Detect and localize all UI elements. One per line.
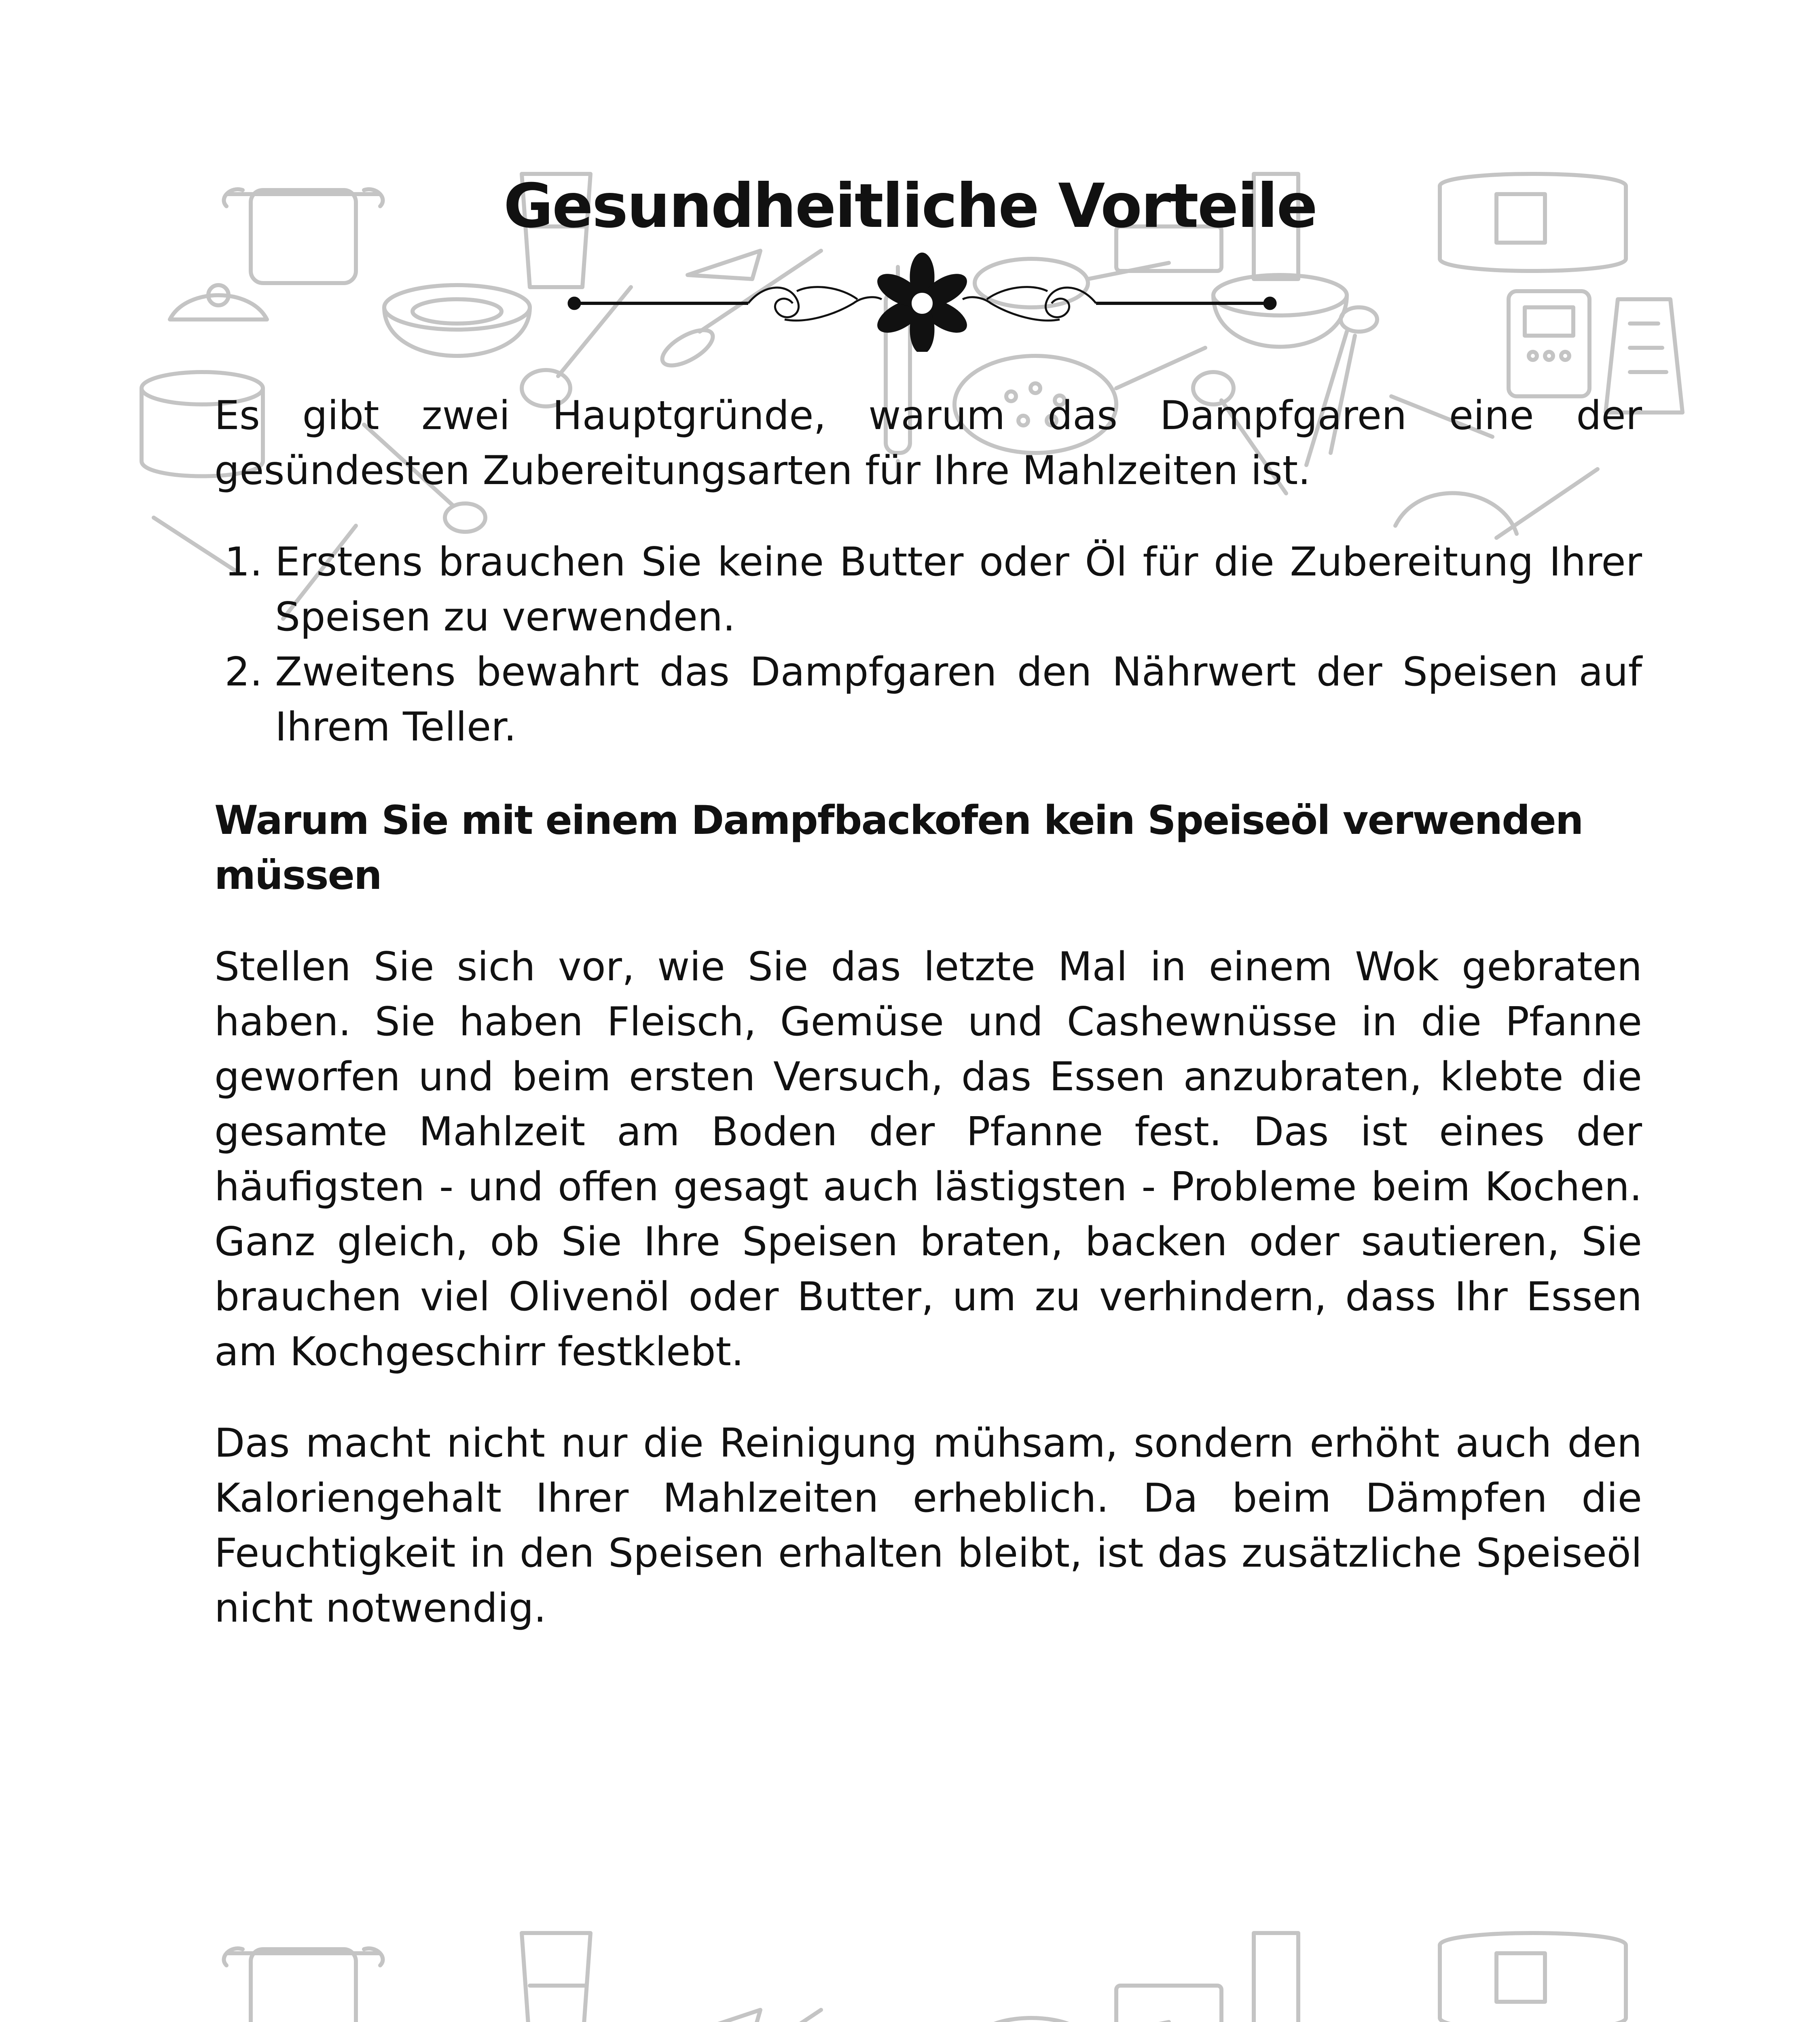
list-item: 1. Erstens brauchen Sie keine Butter oder Öl für die Zubereitung Ihrer Speisen zu verwenden. — [275, 535, 1642, 645]
section-heading: Warum Sie mit einem Dampfbackofen kein Speiseöl verwenden müssen — [214, 797, 1583, 899]
reasons-list — [214, 535, 1642, 755]
list-item: 2. Zweitens bewahrt das Dampfgaren den Nährwert der Speisen auf Ihrem Teller. — [275, 645, 1642, 755]
body-content — [214, 388, 1642, 1672]
intro-paragraph: Es gibt zwei Hauptgründe, warum das Dampfgaren eine der gesündesten Zubereitungsarten für Ihre Mahlzeiten ist. — [214, 393, 1642, 494]
flower-icon — [872, 253, 972, 352]
body-paragraph: Das macht nicht nur die Reinigung mühsam, sondern erhöht auch den Kaloriengehalt Ihrer Mahlzeiten erheblich. Da beim Dämpfen die Feuchtigkeit in den Speisen erhalten bleibt, ist das zusätzliche Speiseöl nicht notwendig. — [214, 1420, 1642, 1631]
body-paragraph: Stellen Sie sich vor, wie Sie das letzte Mal in einem Wok gebraten haben. Sie haben Fleisch, Gemüse und Cashewnüsse in die Pfanne geworfen und beim ersten Versuch, das Essen anzubraten, klebte die gesamte Mahlzeit am Boden der Pfanne fest. Das ist eines der häufigsten - und offen gesagt auch lästigsten - Probleme beim Kochen. Ganz gleich, ob Sie Ihre Speisen braten, backen oder sautieren, Sie brauchen viel Olivenöl oder Butter, um zu verhindern, dass Ihr Essen am Kochgeschirr festklebt. — [214, 944, 1642, 1375]
page-title: Gesundheitliche Vorteile — [503, 171, 1317, 241]
flourish-divider — [558, 251, 1286, 352]
